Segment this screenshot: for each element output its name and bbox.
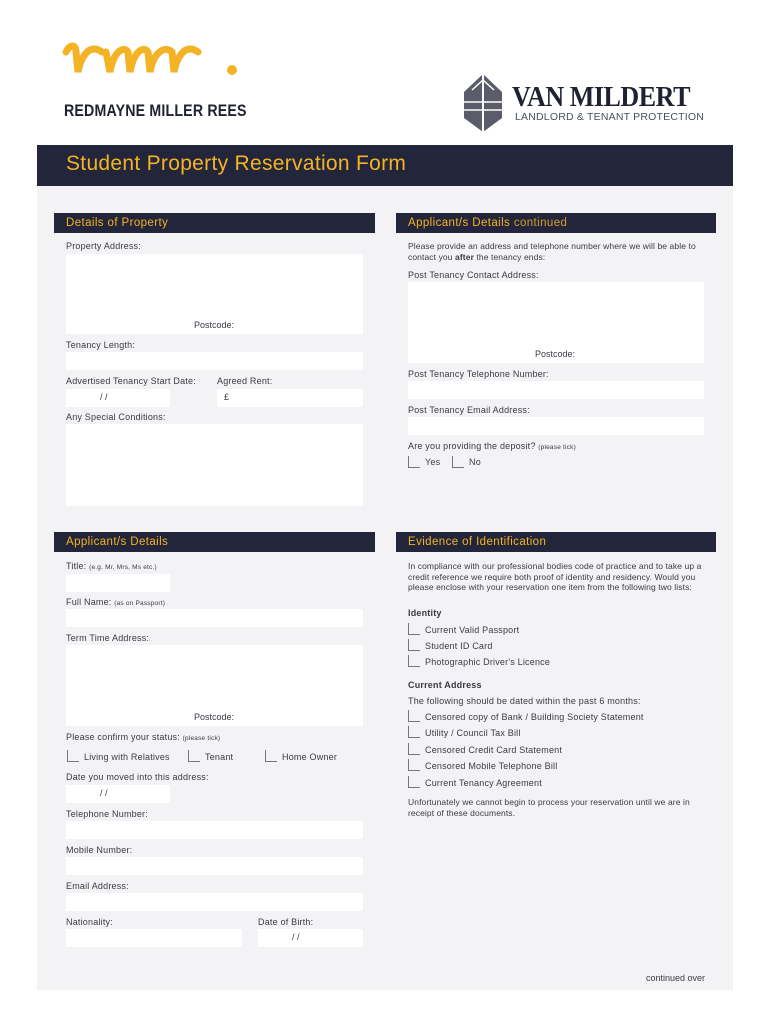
evidence-closing: Unfortunately we cannot begin to process your reservation until we are in receipt of these documents. xyxy=(408,797,690,818)
agreed-rent-field[interactable] xyxy=(217,389,363,407)
identity-driving-licence-checkbox[interactable] xyxy=(408,655,420,667)
identity-item-label: Current Valid Passport xyxy=(425,625,520,635)
mobile-field[interactable] xyxy=(66,857,363,875)
status-living-with-relatives-checkbox[interactable] xyxy=(67,750,79,762)
deposit-yes-checkbox[interactable] xyxy=(408,456,420,468)
rmr-company-name: REDMAYNE MILLER REES xyxy=(64,102,247,120)
telephone-field[interactable] xyxy=(66,821,363,839)
email-field[interactable] xyxy=(66,893,363,911)
term-address-label: Term Time Address: xyxy=(66,633,150,643)
identity-item-label: Photographic Driver's Licence xyxy=(425,657,551,667)
deposit-question: Are you providing the deposit? (please tick) xyxy=(408,441,576,451)
address-item-label: Current Tenancy Agreement xyxy=(425,778,542,788)
tenancy-length-label: Tenancy Length: xyxy=(66,340,136,350)
post-tenancy-intro: Please provide an address and telephone number where we will be able to contact you after the tenancy ends: xyxy=(408,241,696,262)
van-mildert-crest-icon xyxy=(458,72,508,134)
special-conditions-label: Any Special Conditions: xyxy=(66,412,166,422)
special-conditions-field[interactable] xyxy=(66,424,363,506)
deposit-no-label: No xyxy=(469,457,481,467)
dob-label: Date of Birth: xyxy=(258,917,314,927)
continued-over-note: continued over xyxy=(646,973,706,983)
address-credit-card-checkbox[interactable] xyxy=(408,743,420,755)
term-postcode-label: Postcode: xyxy=(194,712,235,722)
section-heading-applicant: Applicant/s Details xyxy=(54,532,375,552)
section-heading-applicant-continued: Applicant/s Details continued xyxy=(396,213,716,233)
van-mildert-name: VAN MILDERT xyxy=(512,82,690,113)
identity-passport-checkbox[interactable] xyxy=(408,623,420,635)
full-name-field[interactable] xyxy=(66,609,363,627)
address-utility-bill-checkbox[interactable] xyxy=(408,726,420,738)
dob-separators: / / xyxy=(292,932,300,942)
status-label: Please confirm your status: (please tick) xyxy=(66,732,221,742)
property-address-label: Property Address: xyxy=(66,241,141,251)
section-heading-evidence: Evidence of Identification xyxy=(396,532,716,552)
address-bank-statement-checkbox[interactable] xyxy=(408,710,420,722)
identity-heading: Identity xyxy=(408,608,442,618)
post-tenancy-email-field[interactable] xyxy=(408,417,704,435)
rent-currency-symbol: £ xyxy=(224,392,230,402)
dob-field[interactable] xyxy=(258,929,363,947)
current-address-heading: Current Address xyxy=(408,680,482,690)
nationality-label: Nationality: xyxy=(66,917,113,927)
deposit-no-checkbox[interactable] xyxy=(452,456,464,468)
moved-date-label: Date you moved into this address: xyxy=(66,772,209,782)
start-date-field[interactable] xyxy=(66,389,170,407)
contact-address-label: Post Tenancy Contact Address: xyxy=(408,270,539,280)
tenancy-length-field[interactable] xyxy=(66,352,363,370)
status-tenant-checkbox[interactable] xyxy=(188,750,200,762)
address-item-label: Utility / Council Tax Bill xyxy=(425,728,521,738)
van-mildert-subtitle: LANDLORD & TENANT PROTECTION xyxy=(515,111,704,123)
agreed-rent-label: Agreed Rent: xyxy=(217,376,273,386)
address-item-label: Censored copy of Bank / Building Society Statement xyxy=(425,712,644,722)
post-tenancy-email-label: Post Tenancy Email Address: xyxy=(408,405,530,415)
address-item-label: Censored Credit Card Statement xyxy=(425,745,563,755)
section-heading-property: Details of Property xyxy=(54,213,375,233)
telephone-label: Telephone Number: xyxy=(66,809,148,819)
deposit-yes-label: Yes xyxy=(425,457,441,467)
mobile-label: Mobile Number: xyxy=(66,845,133,855)
current-address-intro: The following should be dated within the past 6 months: xyxy=(408,696,641,706)
post-tenancy-telephone-field[interactable] xyxy=(408,381,704,399)
status-option-label: Living with Relatives xyxy=(84,752,170,762)
contact-postcode-label: Postcode: xyxy=(535,349,576,359)
title-label: Title: (e.g. Mr, Mrs, Ms etc.) xyxy=(66,561,157,571)
status-option-label: Tenant xyxy=(205,752,234,762)
moved-date-separators: / / xyxy=(100,788,108,798)
full-name-label: Full Name: (as on Passport) xyxy=(66,597,166,607)
nationality-field[interactable] xyxy=(66,929,242,947)
identity-student-id-checkbox[interactable] xyxy=(408,639,420,651)
rmr-logo xyxy=(62,38,242,94)
email-label: Email Address: xyxy=(66,881,129,891)
title-field[interactable] xyxy=(66,574,170,592)
address-tenancy-agreement-checkbox[interactable] xyxy=(408,776,420,788)
header xyxy=(0,0,770,145)
status-option-label: Home Owner xyxy=(282,752,338,762)
page-title: Student Property Reservation Form xyxy=(66,152,407,175)
start-date-separators: / / xyxy=(100,392,108,402)
evidence-intro: In compliance with our professional bodies code of practice and to take up a credit reference we require both proof of identity and residency. Would you please enclose with your reservation one item from the following two lists: xyxy=(408,561,702,592)
start-date-label: Advertised Tenancy Start Date: xyxy=(66,376,196,386)
property-postcode-label: Postcode: xyxy=(194,320,235,330)
post-tenancy-telephone-label: Post Tenancy Telephone Number: xyxy=(408,369,549,379)
moved-date-field[interactable] xyxy=(66,785,170,803)
status-home-owner-checkbox[interactable] xyxy=(265,750,277,762)
address-mobile-bill-checkbox[interactable] xyxy=(408,759,420,771)
address-item-label: Censored Mobile Telephone Bill xyxy=(425,761,558,771)
identity-item-label: Student ID Card xyxy=(425,641,493,651)
